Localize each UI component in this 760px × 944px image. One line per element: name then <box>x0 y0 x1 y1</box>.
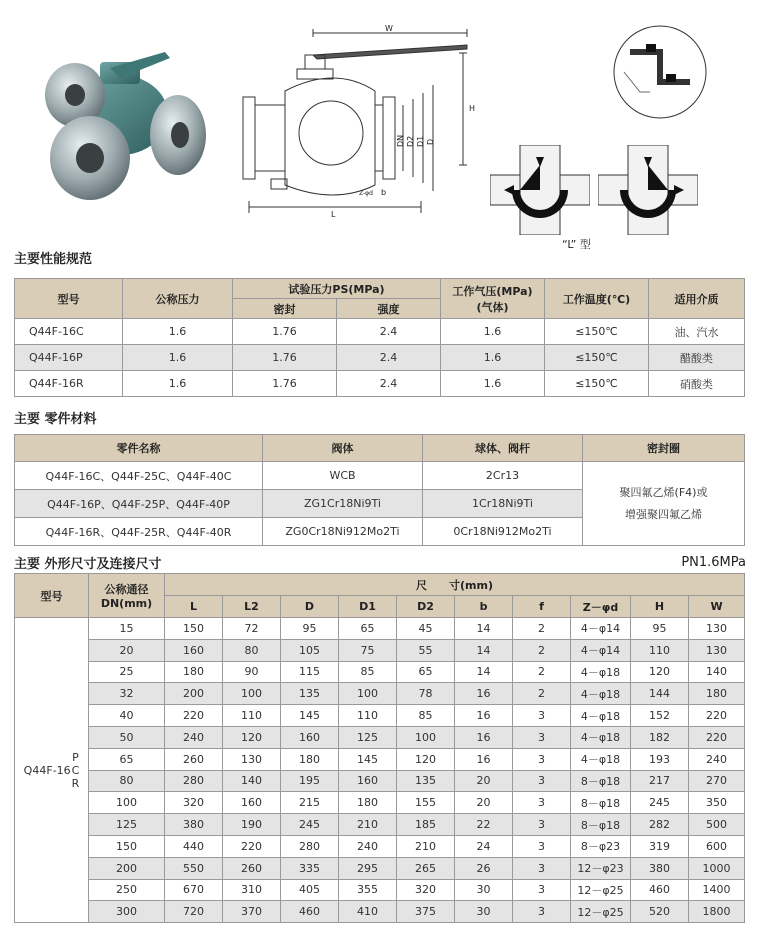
cell-dim: 95 <box>631 618 689 640</box>
table-row <box>15 835 745 857</box>
cell-dim: 130 <box>689 618 745 640</box>
cell-dim: 1400 <box>689 879 745 901</box>
cell-pressure: 1.6 <box>123 371 233 397</box>
cell-dim: 120 <box>223 726 281 748</box>
table-row <box>15 770 745 792</box>
cell-dim: 145 <box>281 705 339 727</box>
dim-l-label: L <box>331 210 336 219</box>
col-dim-3: D1 <box>339 596 397 618</box>
section3-title: 主要 外形尺寸及连接尺寸 <box>14 557 162 572</box>
cell-dim: 320 <box>165 792 223 814</box>
cell-dim: 280 <box>165 770 223 792</box>
col-dim-6: f <box>513 596 571 618</box>
seal-line1: 聚四氟乙烯(F4)或 <box>619 485 708 499</box>
cell-dim: 150 <box>165 618 223 640</box>
cell-dim: 160 <box>165 639 223 661</box>
cell-strength: 2.4 <box>337 371 441 397</box>
cell-dim: 24 <box>455 835 513 857</box>
cell-dim: 100 <box>397 726 455 748</box>
part-name: Q44F-16R、Q44F-25R、Q44F-40R <box>15 518 263 546</box>
cell-temp: ≤150℃ <box>545 345 649 371</box>
cell-dim: 240 <box>165 726 223 748</box>
ball-material: 2Cr13 <box>423 462 583 490</box>
cell-dim: 3 <box>513 814 571 836</box>
col-dim-0: L <box>165 596 223 618</box>
col-ball-stem: 球体、阀杆 <box>423 435 583 462</box>
cell-dim: 4－φ18 <box>571 705 631 727</box>
cell-seal: 1.76 <box>233 345 337 371</box>
cell-medium: 醋酸类 <box>649 345 745 371</box>
col-dim-4: D2 <box>397 596 455 618</box>
cell-dim: 295 <box>339 857 397 879</box>
model-suffix: R <box>71 776 80 790</box>
table-row <box>15 857 745 879</box>
l-type-caption: “L” 型 <box>562 238 591 251</box>
cell-dim: 16 <box>455 683 513 705</box>
cell-dim: 260 <box>165 748 223 770</box>
table-row <box>15 661 745 683</box>
cell-dn: 125 <box>89 814 165 836</box>
col-medium: 适用介质 <box>649 279 745 319</box>
cell-dim: 1800 <box>689 901 745 923</box>
col-dim-7: Z－φd <box>571 596 631 618</box>
ball-material: 0Cr18Ni912Mo2Ti <box>423 518 583 546</box>
cell-dim: 110 <box>223 705 281 727</box>
cell-dim: 245 <box>281 814 339 836</box>
cell-gas: 1.6 <box>441 319 545 345</box>
ball-material: 1Cr18Ni9Ti <box>423 490 583 518</box>
dim-h-label: H <box>469 104 476 113</box>
col-strength: 强度 <box>337 299 441 319</box>
cell-dim: 20 <box>455 770 513 792</box>
cell-dim: 380 <box>165 814 223 836</box>
cell-dn: 65 <box>89 748 165 770</box>
dim-d-label: D <box>426 138 435 145</box>
dim-zd-label: Z-φd <box>359 190 373 197</box>
dimensions-table <box>14 573 745 923</box>
valve-dimension-drawing <box>235 25 480 220</box>
cell-dim: 370 <box>223 901 281 923</box>
body-material: ZG0Cr18Ni912Mo2Ti <box>263 518 423 546</box>
cell-dim: 16 <box>455 705 513 727</box>
dn-line2: DN(mm) <box>100 597 153 610</box>
cell-dim: 4－φ14 <box>571 639 631 661</box>
cell-dim: 240 <box>339 835 397 857</box>
cell-medium: 油、汽水 <box>649 319 745 345</box>
cell-dim: 500 <box>689 814 745 836</box>
l-type-flow-left <box>490 145 590 235</box>
dim-d1-label: D1 <box>416 135 425 147</box>
cell-dim: 135 <box>281 683 339 705</box>
cell-dim: 85 <box>397 705 455 727</box>
cell-dim: 20 <box>455 792 513 814</box>
cell-dim: 600 <box>689 835 745 857</box>
cell-model: Q44F-16R <box>15 371 123 397</box>
table-row <box>15 462 745 490</box>
cell-dim: 152 <box>631 705 689 727</box>
cell-dim: 210 <box>397 835 455 857</box>
cell-dim: 72 <box>223 618 281 640</box>
table-row <box>15 618 745 640</box>
cell-dim: 350 <box>689 792 745 814</box>
performance-spec-table <box>14 278 745 397</box>
cell-dn: 100 <box>89 792 165 814</box>
cell-dim: 3 <box>513 770 571 792</box>
table-row <box>15 705 745 727</box>
cell-dim: 282 <box>631 814 689 836</box>
pressure-rating: PN1.6MPa <box>681 555 746 570</box>
cell-dim: 260 <box>223 857 281 879</box>
model-suffix: C <box>71 763 80 777</box>
cell-dim: 14 <box>455 618 513 640</box>
section1-title: 主要性能规范 <box>14 252 93 267</box>
cell-dim: 100 <box>223 683 281 705</box>
cell-medium: 硝酸类 <box>649 371 745 397</box>
col-dim-8: H <box>631 596 689 618</box>
cell-dim: 3 <box>513 857 571 879</box>
cell-dim: 215 <box>281 792 339 814</box>
cell-dim: 280 <box>281 835 339 857</box>
cell-dim: 3 <box>513 835 571 857</box>
part-name: Q44F-16P、Q44F-25P、Q44F-40P <box>15 490 263 518</box>
cell-dim: 2 <box>513 639 571 661</box>
cell-dim: 220 <box>223 835 281 857</box>
cell-dim: 200 <box>165 683 223 705</box>
cell-dim: 3 <box>513 726 571 748</box>
body-material: WCB <box>263 462 423 490</box>
cell-temp: ≤150℃ <box>545 371 649 397</box>
cell-dim: 217 <box>631 770 689 792</box>
cell-dim: 8－φ18 <box>571 770 631 792</box>
cell-dim: 12－φ25 <box>571 879 631 901</box>
col-dim-2: D <box>281 596 339 618</box>
cell-dim: 320 <box>397 879 455 901</box>
dim-w-label: W <box>385 25 393 33</box>
cell-strength: 2.4 <box>337 319 441 345</box>
table-row <box>15 371 745 397</box>
cell-pressure: 1.6 <box>123 345 233 371</box>
cell-dim: 3 <box>513 748 571 770</box>
cell-dim: 319 <box>631 835 689 857</box>
cell-dim: 4－φ18 <box>571 748 631 770</box>
cell-gas: 1.6 <box>441 345 545 371</box>
cell-seal: 1.76 <box>233 371 337 397</box>
cell-dn: 25 <box>89 661 165 683</box>
cell-dn: 150 <box>89 835 165 857</box>
cell-dim: 65 <box>397 661 455 683</box>
cell-dim: 115 <box>281 661 339 683</box>
cell-dim: 105 <box>281 639 339 661</box>
cell-dim: 144 <box>631 683 689 705</box>
table-row <box>15 639 745 661</box>
cell-dim: 140 <box>689 661 745 683</box>
col-seal-ring: 密封圈 <box>583 435 745 462</box>
cell-dim: 8－φ18 <box>571 792 631 814</box>
cell-dim: 85 <box>339 661 397 683</box>
model-suffix: P <box>72 750 79 764</box>
cell-dn: 300 <box>89 901 165 923</box>
gas-line1: 工作气压(MPa) <box>452 284 533 298</box>
col-temp: 工作温度(℃) <box>545 279 649 319</box>
cell-dim: 245 <box>631 792 689 814</box>
cell-dim: 16 <box>455 726 513 748</box>
body-material: ZG1Cr18Ni9Ti <box>263 490 423 518</box>
col-model: 型号 <box>15 574 89 618</box>
cell-dim: 80 <box>223 639 281 661</box>
cell-dim: 460 <box>631 879 689 901</box>
table-row <box>15 879 745 901</box>
table-row <box>15 726 745 748</box>
cell-dim: 380 <box>631 857 689 879</box>
cell-model: Q44F-16P <box>15 345 123 371</box>
cell-dim: 125 <box>339 726 397 748</box>
model-prefix: Q44F-16 <box>23 763 71 777</box>
cell-dim: 160 <box>281 726 339 748</box>
model-cell <box>15 618 89 923</box>
cell-dn: 32 <box>89 683 165 705</box>
cell-dim: 4－φ18 <box>571 726 631 748</box>
cell-dim: 12－φ23 <box>571 857 631 879</box>
cell-dim: 26 <box>455 857 513 879</box>
cell-dim: 140 <box>223 770 281 792</box>
cell-pressure: 1.6 <box>123 319 233 345</box>
cell-dim: 2 <box>513 683 571 705</box>
section2-title: 主要 零件材料 <box>14 412 97 427</box>
col-model: 型号 <box>15 279 123 319</box>
cell-dim: 220 <box>165 705 223 727</box>
seal-detail-drawing <box>610 22 710 122</box>
cell-dim: 8－φ23 <box>571 835 631 857</box>
cell-dim: 4－φ18 <box>571 683 631 705</box>
cell-dim: 195 <box>281 770 339 792</box>
cell-dim: 520 <box>631 901 689 923</box>
cell-dim: 14 <box>455 661 513 683</box>
cell-dim: 3 <box>513 792 571 814</box>
cell-dim: 375 <box>397 901 455 923</box>
cell-dim: 110 <box>631 639 689 661</box>
col-body: 阀体 <box>263 435 423 462</box>
cell-dim: 3 <box>513 705 571 727</box>
col-test-pressure: 试验压力PS(MPa) <box>233 279 441 299</box>
cell-dim: 130 <box>223 748 281 770</box>
gas-line2: (气体) <box>476 300 509 314</box>
cell-dn: 200 <box>89 857 165 879</box>
dim-dn-label: DN <box>396 134 405 147</box>
col-gas-pressure <box>441 279 545 319</box>
cell-dim: 220 <box>689 726 745 748</box>
cell-dim: 75 <box>339 639 397 661</box>
cell-dim: 22 <box>455 814 513 836</box>
cell-dim: 355 <box>339 879 397 901</box>
cell-dim: 100 <box>339 683 397 705</box>
table-row <box>15 814 745 836</box>
table-row <box>15 901 745 923</box>
cell-dim: 240 <box>689 748 745 770</box>
cell-dim: 4－φ14 <box>571 618 631 640</box>
l-type-flow-right <box>598 145 698 235</box>
cell-dim: 410 <box>339 901 397 923</box>
dim-b-label: b <box>381 188 387 197</box>
cell-dim: 45 <box>397 618 455 640</box>
cell-dim: 14 <box>455 639 513 661</box>
cell-dn: 40 <box>89 705 165 727</box>
cell-dim: 3 <box>513 901 571 923</box>
cell-dim: 460 <box>281 901 339 923</box>
cell-dim: 180 <box>339 792 397 814</box>
cell-dim: 78 <box>397 683 455 705</box>
cell-dim: 4－φ18 <box>571 661 631 683</box>
table-row <box>15 345 745 371</box>
col-dim-9: W <box>689 596 745 618</box>
table-row <box>15 683 745 705</box>
cell-dn: 15 <box>89 618 165 640</box>
part-name: Q44F-16C、Q44F-25C、Q44F-40C <box>15 462 263 490</box>
cell-dim: 270 <box>689 770 745 792</box>
cell-dim: 90 <box>223 661 281 683</box>
col-dim-5: b <box>455 596 513 618</box>
cell-dim: 335 <box>281 857 339 879</box>
cell-dim: 12－φ25 <box>571 901 631 923</box>
cell-dim: 55 <box>397 639 455 661</box>
seal-material <box>583 462 745 546</box>
table-row <box>15 792 745 814</box>
cell-dim: 310 <box>223 879 281 901</box>
dn-line1: 公称通径 <box>104 583 149 596</box>
cell-dim: 210 <box>339 814 397 836</box>
cell-dim: 190 <box>223 814 281 836</box>
cell-dim: 265 <box>397 857 455 879</box>
cell-dim: 8－φ18 <box>571 814 631 836</box>
cell-dim: 120 <box>631 661 689 683</box>
cell-dim: 110 <box>339 705 397 727</box>
seal-line2: 增强聚四氟乙烯 <box>625 507 702 521</box>
cell-dim: 193 <box>631 748 689 770</box>
cell-dim: 160 <box>223 792 281 814</box>
cell-dim: 16 <box>455 748 513 770</box>
cell-dn: 50 <box>89 726 165 748</box>
cell-strength: 2.4 <box>337 345 441 371</box>
cell-seal: 1.76 <box>233 319 337 345</box>
cell-dim: 1000 <box>689 857 745 879</box>
cell-dn: 80 <box>89 770 165 792</box>
cell-dim: 160 <box>339 770 397 792</box>
cell-dim: 135 <box>397 770 455 792</box>
cell-dim: 405 <box>281 879 339 901</box>
cell-dn: 250 <box>89 879 165 901</box>
cell-dim: 120 <box>397 748 455 770</box>
cell-dim: 95 <box>281 618 339 640</box>
cell-dim: 130 <box>689 639 745 661</box>
cell-dn: 20 <box>89 639 165 661</box>
cell-dim: 3 <box>513 879 571 901</box>
col-seal: 密封 <box>233 299 337 319</box>
cell-dim: 182 <box>631 726 689 748</box>
cell-dim: 155 <box>397 792 455 814</box>
col-dn <box>89 574 165 618</box>
cell-dim: 2 <box>513 661 571 683</box>
cell-dim: 30 <box>455 901 513 923</box>
cell-dim: 220 <box>689 705 745 727</box>
cell-dim: 550 <box>165 857 223 879</box>
cell-dim: 180 <box>689 683 745 705</box>
valve-photo <box>30 40 210 210</box>
cell-dim: 2 <box>513 618 571 640</box>
cell-dim: 180 <box>281 748 339 770</box>
cell-temp: ≤150℃ <box>545 319 649 345</box>
cell-dim: 30 <box>455 879 513 901</box>
table-row <box>15 319 745 345</box>
cell-dim: 185 <box>397 814 455 836</box>
cell-dim: 180 <box>165 661 223 683</box>
dim-d2-label: D2 <box>406 135 415 147</box>
cell-dim: 440 <box>165 835 223 857</box>
cell-dim: 145 <box>339 748 397 770</box>
col-pressure: 公称压力 <box>123 279 233 319</box>
table-row <box>15 748 745 770</box>
materials-table <box>14 434 745 546</box>
cell-dim: 670 <box>165 879 223 901</box>
col-part-name: 零件名称 <box>15 435 263 462</box>
col-size: 尺 寸(mm) <box>165 574 745 596</box>
cell-model: Q44F-16C <box>15 319 123 345</box>
cell-gas: 1.6 <box>441 371 545 397</box>
cell-dim: 720 <box>165 901 223 923</box>
cell-dim: 65 <box>339 618 397 640</box>
col-dim-1: L2 <box>223 596 281 618</box>
